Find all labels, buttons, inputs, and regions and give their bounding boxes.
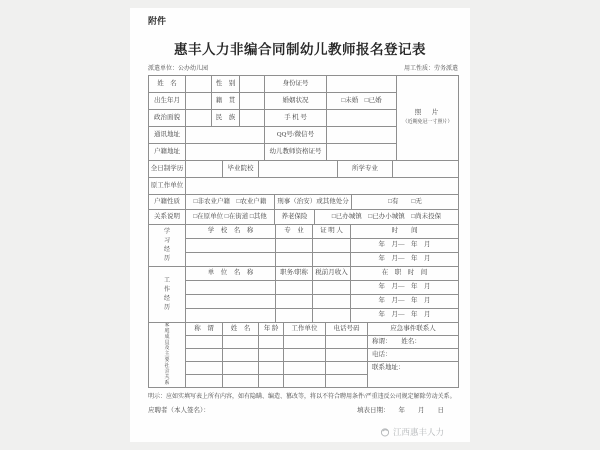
signature-label: 应聘者（本人签名）： xyxy=(148,407,210,414)
household-type-row xyxy=(148,194,459,210)
huifeng-logo-icon xyxy=(380,427,390,437)
criminal-options: □有 □无 xyxy=(352,195,459,210)
major-label: 所学专业 xyxy=(338,161,393,178)
native-place-field xyxy=(240,93,265,110)
political-label: 政治面貌 xyxy=(149,110,186,127)
id-number-label: 身份证号 xyxy=(265,76,327,93)
mobile-label: 手 机 号 xyxy=(265,110,327,127)
income-header: 税前月收入 xyxy=(313,267,351,281)
birth-field xyxy=(186,93,212,110)
major-field xyxy=(276,239,313,253)
date-format: 年 月 日 xyxy=(398,407,444,414)
education-row xyxy=(148,160,459,178)
relation-label: 关系说明 xyxy=(149,210,186,225)
company-logo-text: 江西惠丰人力 xyxy=(393,427,445,437)
tenure-header: 在 职 时 间 xyxy=(351,267,459,281)
relation-options: □在原单位 □在街道 □其他 xyxy=(186,210,275,225)
company-logo xyxy=(380,426,444,438)
study-time-field: 年 月— 年 月 xyxy=(351,239,459,253)
birth-label: 出生年月 xyxy=(149,93,186,110)
work-history-section xyxy=(148,266,459,323)
relation-title-field xyxy=(186,336,223,349)
income-field xyxy=(313,309,351,323)
study-history-section xyxy=(148,224,459,267)
relation-title-header: 称 谓 xyxy=(186,323,223,336)
member-name-header: 姓 名 xyxy=(223,323,259,336)
table-row xyxy=(149,225,459,239)
table-row xyxy=(149,362,459,375)
table-row xyxy=(149,210,459,225)
pension-options: □已办城镇 □已办小城镇 □尚未投保 xyxy=(315,210,459,225)
name-field xyxy=(186,76,212,93)
work-unit-field xyxy=(284,336,326,349)
age-field xyxy=(259,336,284,349)
table-row xyxy=(149,323,459,336)
table-row xyxy=(149,295,459,309)
registration-form-table xyxy=(148,75,458,388)
age-header: 年 龄 xyxy=(259,323,284,336)
id-number-field xyxy=(327,76,397,93)
unit-name-field xyxy=(186,295,276,309)
gender-label: 性 别 xyxy=(212,76,240,93)
table-row xyxy=(149,239,459,253)
family-section-label: 家庭成员及主要社会关系 xyxy=(149,323,186,388)
former-employer-row xyxy=(148,177,459,195)
school-label: 毕业院校 xyxy=(223,161,259,178)
native-place-label: 籍 贯 xyxy=(212,93,240,110)
ethnic-label: 民 族 xyxy=(212,110,240,127)
teacher-cert-field xyxy=(327,144,397,161)
basic-info-section xyxy=(148,75,459,161)
emergency-phone-line: 电话： xyxy=(368,349,459,362)
employment-nature-label: 用工性质：劳务派遣 xyxy=(403,66,458,72)
school-name-header: 学 校 名 称 xyxy=(186,225,276,239)
study-time-field: 年 月— 年 月 xyxy=(351,253,459,267)
age-field xyxy=(259,375,284,388)
phone-field xyxy=(326,349,368,362)
criminal-label: 刑事（治安）或其他处分 xyxy=(275,195,352,210)
major-field xyxy=(393,161,459,178)
table-row xyxy=(149,281,459,295)
marital-label: 婚姻状况 xyxy=(265,93,327,110)
ethnic-field xyxy=(240,110,265,127)
school-field xyxy=(259,161,338,178)
household-type-options: □非农业户籍 □农业户籍 xyxy=(186,195,275,210)
relation-title-field xyxy=(186,362,223,375)
family-section xyxy=(148,322,459,388)
table-row xyxy=(149,336,459,349)
attachment-label: 附件 xyxy=(148,16,167,26)
age-field xyxy=(259,349,284,362)
work-unit-field xyxy=(284,375,326,388)
form-page xyxy=(130,8,470,442)
name-label: 姓 名 xyxy=(149,76,186,93)
major-header: 专 业 xyxy=(276,225,313,239)
unit-name-header: 单 位 名 称 xyxy=(186,267,276,281)
position-field xyxy=(276,281,313,295)
footer-note: 明示：应如实填写表上所有内容，如有隐瞒、编造、篡改等，将以不符合聘用条件/严重违反公司规定解除劳动关系。 xyxy=(148,394,456,400)
member-name-field xyxy=(223,349,259,362)
relation-title-field xyxy=(186,375,223,388)
relation-title-field xyxy=(186,349,223,362)
photo-note: （近期免冠一寸照片） xyxy=(402,120,453,126)
household-addr-label: 户籍地址 xyxy=(149,144,186,161)
unit-name-field xyxy=(186,281,276,295)
table-row xyxy=(149,76,459,93)
member-name-field xyxy=(223,336,259,349)
member-name-field xyxy=(223,375,259,388)
time-header: 时 间 xyxy=(351,225,459,239)
address-field xyxy=(186,127,265,144)
work-unit-field xyxy=(284,349,326,362)
position-header: 职务/职称 xyxy=(276,267,313,281)
work-unit-header: 工作单位 xyxy=(284,323,326,336)
reference-field xyxy=(313,253,351,267)
relation-row xyxy=(148,209,459,225)
work-time-field: 年 月— 年 月 xyxy=(351,309,459,323)
photo-box xyxy=(397,76,459,161)
study-section-label: 学习经历 xyxy=(149,225,186,267)
dispatch-unit-label: 派遣单位：公办幼儿园 xyxy=(148,66,209,72)
phone-field xyxy=(326,375,368,388)
table-row xyxy=(149,349,459,362)
mobile-field xyxy=(327,110,397,127)
reference-field xyxy=(313,239,351,253)
member-name-field xyxy=(223,362,259,375)
signature-row xyxy=(148,405,458,414)
household-type-label: 户籍性质 xyxy=(149,195,186,210)
former-employer-field xyxy=(186,178,459,195)
table-row xyxy=(149,161,459,178)
school-name-field xyxy=(186,253,276,267)
table-row xyxy=(149,267,459,281)
qq-wechat-label: QQ号/微信号 xyxy=(265,127,327,144)
education-label: 全日制学历 xyxy=(149,161,186,178)
date-row xyxy=(357,405,458,414)
table-row xyxy=(149,253,459,267)
household-addr-field xyxy=(186,144,265,161)
income-field xyxy=(313,295,351,309)
table-row xyxy=(149,309,459,323)
political-field xyxy=(186,110,212,127)
phone-header: 电话号码 xyxy=(326,323,368,336)
phone-field xyxy=(326,336,368,349)
former-employer-label: 原工作单位 xyxy=(149,178,186,195)
emergency-address-line: 联系地址： xyxy=(368,362,459,388)
table-row xyxy=(149,178,459,195)
teacher-cert-label: 幼儿教师资格证号 xyxy=(265,144,327,161)
pension-label: 养老保险 xyxy=(275,210,315,225)
work-section-label: 工作经历 xyxy=(149,267,186,323)
unit-name-field xyxy=(186,309,276,323)
age-field xyxy=(259,362,284,375)
school-name-field xyxy=(186,239,276,253)
date-label: 填表日期： xyxy=(357,407,390,414)
gender-field xyxy=(240,76,265,93)
work-time-field: 年 月— 年 月 xyxy=(351,295,459,309)
subheader-row xyxy=(148,63,458,72)
emergency-contact-header: 应急事件联系人 xyxy=(368,323,459,336)
photo-label: 照 片 xyxy=(414,109,441,117)
major-field xyxy=(276,253,313,267)
income-field xyxy=(313,281,351,295)
work-time-field: 年 月— 年 月 xyxy=(351,281,459,295)
work-unit-field xyxy=(284,362,326,375)
position-field xyxy=(276,309,313,323)
position-field xyxy=(276,295,313,309)
education-field xyxy=(186,161,223,178)
table-row xyxy=(149,195,459,210)
marital-options: □未婚 □已婚 xyxy=(327,93,397,110)
phone-field xyxy=(326,362,368,375)
reference-header: 证 明 人 xyxy=(313,225,351,239)
qq-wechat-field xyxy=(327,127,397,144)
address-label: 通讯地址 xyxy=(149,127,186,144)
form-title: 惠丰人力非编合同制幼儿教师报名登记表 xyxy=(174,42,426,57)
emergency-name-line: 称谓： 姓名： xyxy=(368,336,459,349)
